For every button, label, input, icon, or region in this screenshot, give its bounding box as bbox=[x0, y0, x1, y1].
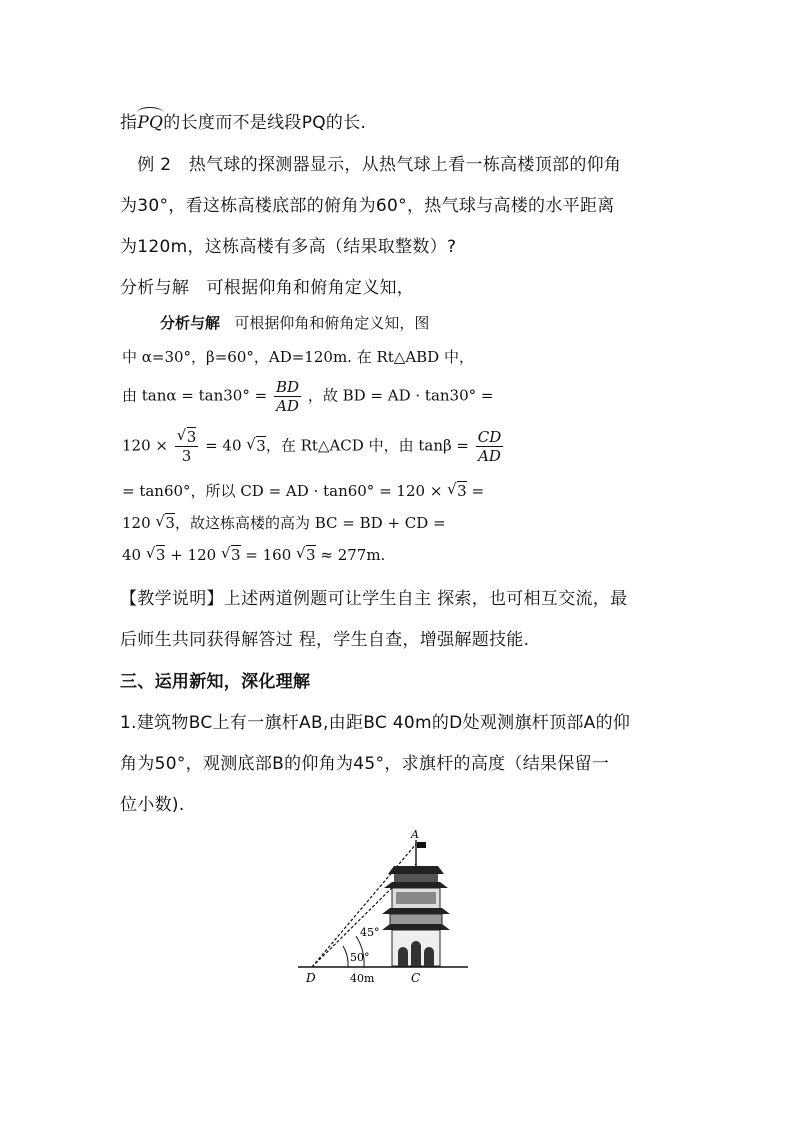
example2-line1: 例 2 热气球的探测器显示，从热气球上看一栋高楼顶部的仰角 bbox=[120, 155, 622, 175]
solution-text-6a: 120 bbox=[122, 514, 151, 532]
label-a: A bbox=[411, 828, 419, 841]
sqrt-radicand: 3 bbox=[306, 546, 316, 564]
sqrt-radicand: 3 bbox=[457, 482, 467, 500]
flag bbox=[417, 842, 426, 848]
distance-label: 40m bbox=[350, 972, 375, 985]
solution-text-7e: = 160 bbox=[245, 546, 292, 564]
solution-text-5c: = bbox=[471, 482, 485, 500]
sqrt-sign bbox=[177, 428, 197, 446]
arc-pq: PQ bbox=[137, 113, 164, 133]
problem1-line2: 角为50°，观测底部B的仰角为45°，求旗杆的高度（结果保留一 bbox=[120, 754, 610, 774]
sqrt-sign bbox=[146, 546, 166, 564]
section3-heading: 三、运用新知，深化理解 bbox=[120, 672, 311, 692]
solution-text-3a: 由 tanα = tan30° = bbox=[122, 386, 268, 405]
fraction-cd-ad bbox=[476, 428, 504, 465]
solution-text-7a: 40 bbox=[122, 546, 142, 564]
angle-label-50: 50° bbox=[350, 951, 370, 964]
arc-note-prefix: 指 bbox=[120, 113, 138, 133]
solution-text-5a: = tan60°，所以 CD = AD · tan60° = 120 × bbox=[122, 482, 443, 500]
flagpole-figure bbox=[298, 828, 468, 990]
solution-heading: 分析与解 bbox=[160, 314, 221, 332]
solution-line-2: 中 α=30°，β=60°，AD=120m. 在 Rt△ABD 中， bbox=[122, 348, 474, 366]
solution-line-5 bbox=[122, 480, 484, 501]
solution-text-7g: ≈ 277m. bbox=[320, 546, 386, 564]
sqrt-sign bbox=[296, 546, 316, 564]
teaching-note-line1: 【教学说明】上述两道例题可让学生自主 探索，也可相互交流，最 bbox=[120, 589, 628, 609]
sqrt-sign bbox=[221, 546, 241, 564]
angle-label-45: 45° bbox=[360, 926, 380, 939]
teaching-note-line2: 后师生共同获得解答过 程，学生自查，增强解题技能. bbox=[120, 630, 530, 650]
solution-line-1 bbox=[160, 312, 429, 333]
sqrt-sign bbox=[155, 514, 175, 532]
fraction-bd-ad bbox=[274, 378, 301, 415]
analysis-line: 分析与解 可根据仰角和俯角定义知， bbox=[120, 278, 415, 298]
sqrt-radicand: 3 bbox=[165, 514, 175, 532]
building bbox=[382, 866, 450, 966]
sqrt-radicand: 3 bbox=[256, 436, 266, 455]
arc-note-suffix: 的长度而不是线段PQ的长. bbox=[163, 113, 367, 133]
example2-line2: 为30°，看这栋高楼底部的俯角为60°，热气球与高楼的水平距离 bbox=[120, 196, 615, 216]
flagpole-diagram bbox=[298, 828, 468, 990]
solution-text-1: 可根据仰角和俯角定义知，图 bbox=[234, 314, 430, 332]
solution-text-4d: ，在 Rt△ACD 中，由 tanβ = bbox=[265, 436, 469, 455]
label-c: C bbox=[411, 971, 421, 985]
fraction-sqrt3-3 bbox=[175, 428, 199, 465]
arc-note-line bbox=[120, 108, 366, 133]
problem1-line1: 1.建筑物BC上有一旗杆AB,由距BC 40m的D处观测旗杆顶部A的仰 bbox=[120, 713, 631, 733]
example2-line3: 为120m，这栋高楼有多高（结果取整数）? bbox=[120, 237, 457, 257]
solution-text-4b: = 40 bbox=[205, 436, 242, 455]
sqrt-radicand: 3 bbox=[186, 428, 197, 446]
problem1-line3: 位小数). bbox=[120, 795, 185, 815]
solution-line-4 bbox=[122, 428, 505, 465]
solution-text-4a: 120 × bbox=[122, 436, 168, 455]
fraction-denominator: AD bbox=[276, 397, 299, 415]
solution-line-6 bbox=[122, 512, 446, 533]
sqrt-radicand: 3 bbox=[230, 546, 241, 564]
solution-line-7 bbox=[122, 546, 385, 564]
sqrt-radicand: 3 bbox=[155, 546, 166, 564]
label-b: B bbox=[418, 851, 427, 864]
sqrt-sign bbox=[447, 482, 467, 500]
fraction-numerator: BD bbox=[275, 378, 300, 396]
fraction-denominator: AD bbox=[478, 447, 501, 465]
fraction-numerator: CD bbox=[477, 428, 502, 446]
sqrt-sign bbox=[246, 437, 266, 455]
fraction-numerator bbox=[175, 428, 199, 447]
fraction-denominator: 3 bbox=[181, 447, 192, 465]
solution-text-7c: + 120 bbox=[170, 546, 217, 564]
angle-arc-50 bbox=[343, 946, 348, 967]
solution-line-3 bbox=[122, 378, 493, 415]
label-d: D bbox=[306, 971, 316, 985]
solution-text-3b: ，故 BD = AD · tan30° = bbox=[307, 386, 494, 405]
solution-text-6c: ，故这栋高楼的高为 BC = BD + CD = bbox=[174, 514, 446, 532]
